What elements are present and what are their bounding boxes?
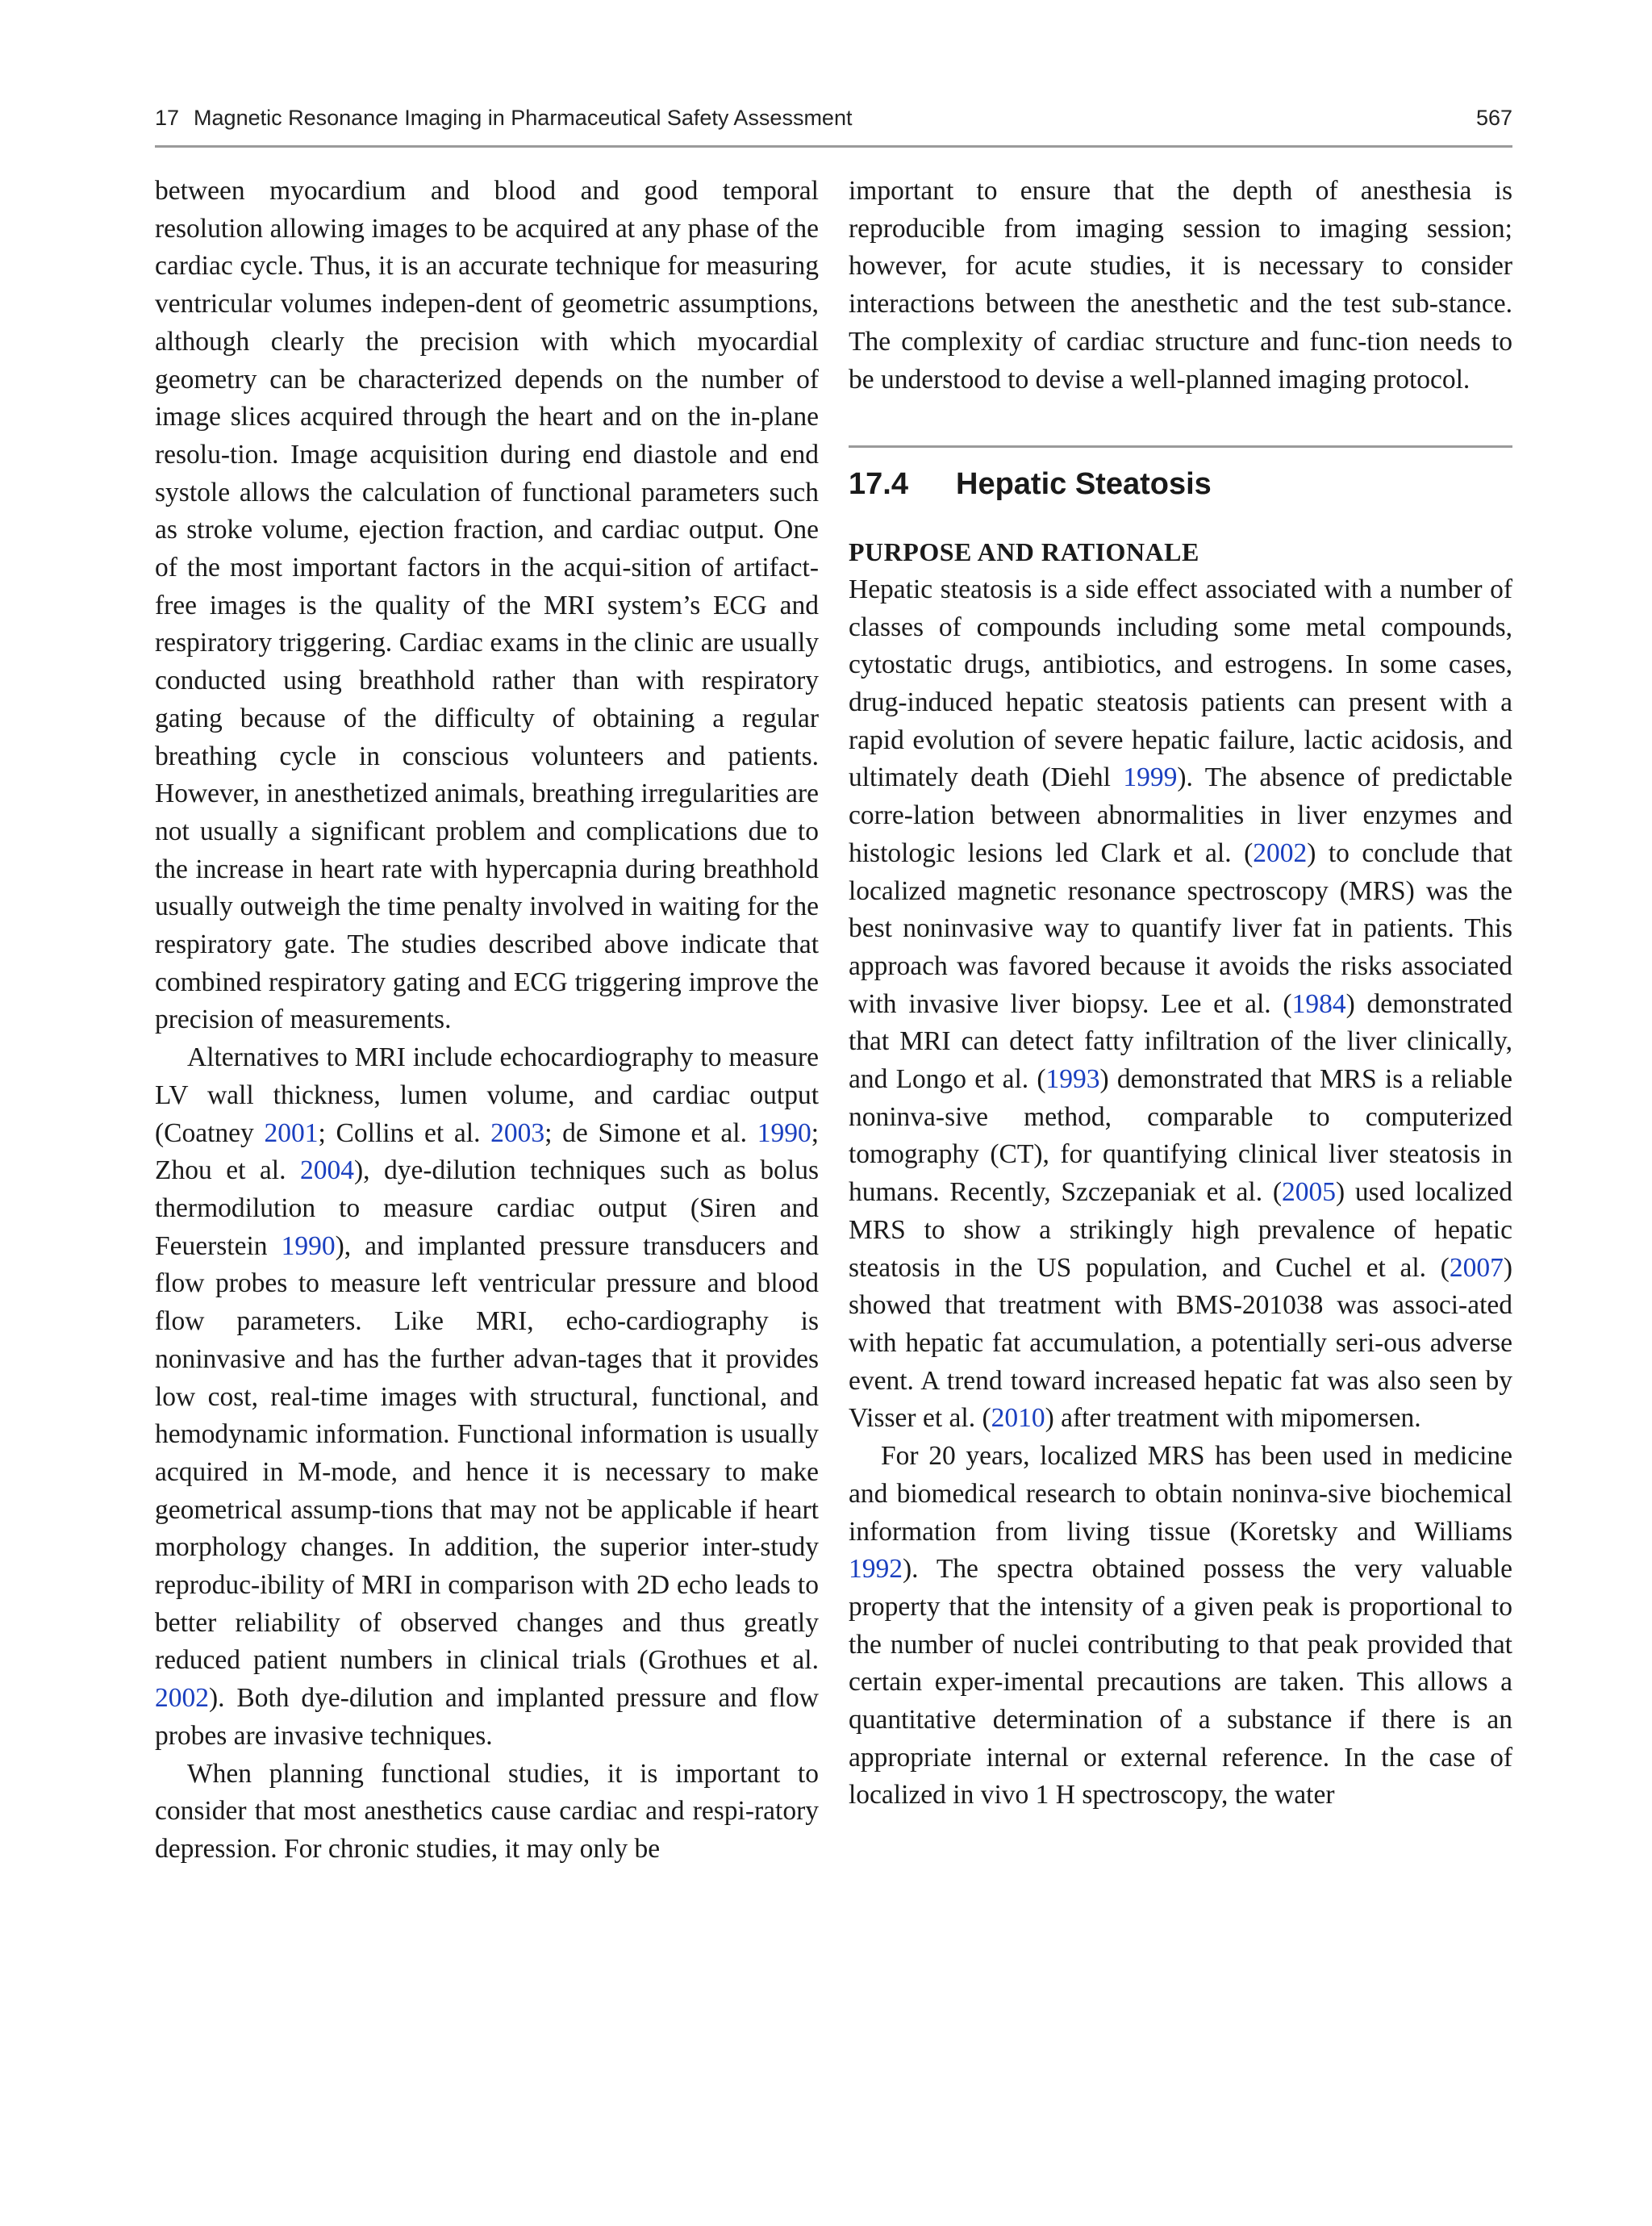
text-run: ), and implanted pressure transducers and flow probes to measure left ventricular pressure and blood flow parameters. Like MRI, echo-cardiography is noninvasive and has the further advan-tages that it provides low cost, real-time images with structural, functional, and hemodynamic information. Functional information is usually acquired in M-mode, and hence it is necessary to make geometrical assump-tions that may not be applicable if heart morphology changes. In addition, the superior inter-study reproduc-ibility of MRI in comparison with 2D echo leads to better reliability of observed changes and thus greatly reduced patient numbers in clinical trials (Grothues et al. (155, 1230, 819, 1676)
paragraph (155, 1039, 819, 1755)
text-run: ; de Simone et al. (544, 1117, 757, 1148)
text-run: ). The absence of predictable corre-lation between abnormalities in liver enzymes and histologic lesions led Clark et al. ( (849, 762, 1512, 868)
citation-link[interactable]: 1984 (1291, 988, 1346, 1019)
citation-link[interactable]: 2005 (1282, 1177, 1336, 1208)
citation-link[interactable]: 1990 (757, 1117, 811, 1148)
citation-link[interactable]: 2002 (155, 1683, 209, 1714)
citation-link[interactable]: 1992 (849, 1554, 903, 1585)
paragraph (849, 571, 1512, 1438)
section-heading (849, 466, 1512, 503)
text-run: For 20 years, localized MRS has been used in medicine and biomedical research to obtain noninva-sive biochemical information from living tissue (Koretsky and Williams (849, 1441, 1512, 1547)
citation-link[interactable]: 2010 (991, 1403, 1045, 1434)
running-head-left (155, 106, 852, 131)
text-run: Alternatives to MRI include echocardiography to measure LV wall thickness, lumen volume, and cardiac output (Coatney (155, 1042, 819, 1148)
text-run: ; Collins et al. (318, 1117, 491, 1148)
page-number: 567 (1475, 106, 1512, 130)
chapter-number: 17 (155, 106, 180, 130)
section-rule (849, 445, 1512, 448)
header-rule (155, 145, 1512, 148)
text-run: ), dye-dilution techniques such as bolus thermodilution to measure cardiac output (Siren and Feuerstein (155, 1155, 819, 1261)
citation-link[interactable]: 1999 (1123, 762, 1178, 793)
running-head (155, 106, 1512, 131)
paragraph: between myocardium and blood and good temporal resolution allowing images to be acquired at any phase of the cardiac cycle. Thus, it is an accurate technique for measuring ventricular volumes indepen-dent of geometric assumptions, although clearly the precision with which myocardial geometry can be characterized depends on the number of image slices acquired through the heart and on the in-plane resolu-tion. Image acquisition during end diastole and end systole allows the calculation of functional parameters such as stroke volume, ejection fraction, and cardiac output. One of the most important factors in the acqui-sition of artifact-free images is the quality of the MRI system’s ECG and respiratory triggering. Cardiac exams in the clinic are usually conducted using breathhold rather than with respiratory gating because of the difficulty of obtaining a regular breathing cycle in conscious volunteers and patients. However, in anesthetized animals, breathing irregularities are not usually a significant problem and complications due to the increase in heart rate with hypercapnia during breathhold usually outweigh the time penalty involved in waiting for the respiratory gate. The studies described above indicate that combined respiratory gating and ECG triggering improve the precision of measurements. (155, 176, 819, 1035)
text-run: ). The spectra obtained possess the very valuable property that the intensity of a given peak is proportional to the number of nuclei contributing to that peak provided that certain exper-imental precautions are taken. This allows a quantitative determination of a substance if there is an appropriate internal or external reference. In the case of localized in vivo 1 H spectroscopy, the water (849, 1554, 1512, 1810)
section-title: Hepatic Steatosis (956, 467, 1212, 502)
citation-link[interactable]: 2004 (299, 1155, 354, 1186)
text-run: ) to conclude that localized magnetic resonance spectroscopy (MRS) was the best noninvasive way to quantify liver fat in patients. This approach was favored because it avoids the risks associated with invasive liver biopsy. Lee et al. ( (849, 837, 1512, 1019)
citation-link[interactable]: 2003 (490, 1117, 545, 1148)
text-run: ) used localized MRS to show a strikingly high prevalence of hepatic steatosis in the US population, and Cuchel et al. ( (849, 1177, 1512, 1283)
paragraph (849, 1438, 1512, 1815)
chapter-title: Magnetic Resonance Imaging in Pharmaceutical Safety Assessment (194, 106, 853, 130)
text-run: ) showed that treatment with BMS-201038 was associ-ated with hepatic fat accumulation, a potentially seri-ous adverse event. A trend toward increased hepatic fat was also seen by Visser et al. ( (849, 1252, 1512, 1434)
paragraph: important to ensure that the depth of anesthesia is reproducible from imaging session to imaging session; however, for acute studies, it is necessary to consider interactions between the anesthetic and the test sub-stance. The complexity of cardiac structure and func-tion needs to be understood to devise a well-planned imaging protocol. (849, 176, 1512, 395)
text-run: Hepatic steatosis is a side effect associated with a number of classes of compounds including some metal compounds, cytostatic drugs, antibiotics, and estrogens. In some cases, drug-induced hepatic steatosis patients can present with a rapid evolution of severe hepatic failure, lactic acidosis, and ultimately death (Diehl (849, 574, 1512, 793)
citation-link[interactable]: 2007 (1449, 1252, 1504, 1283)
citation-link[interactable]: 2002 (1253, 837, 1308, 868)
text-run: ) after treatment with mipomersen. (1045, 1403, 1421, 1434)
paragraph: When planning functional studies, it is important to consider that most anesthetics cause cardiac and respi-ratory depression. For chronic studies, it may only be (155, 1758, 819, 1864)
text-run: ; Zhou et al. (155, 1117, 819, 1186)
right-column (849, 173, 1512, 1815)
subheading: PURPOSE AND RATIONALE (849, 537, 1199, 567)
citation-link[interactable]: 1993 (1045, 1064, 1100, 1095)
text-run: ) demonstrated that MRS is a reliable noninva-sive method, comparable to computerized tomography (CT), for quantifying clinical liver steatosis in humans. Recently, Szczepaniak et al. ( (849, 1064, 1512, 1208)
citation-link[interactable]: 2001 (264, 1117, 319, 1148)
text-run: ). Both dye-dilution and implanted pressure and flow probes are invasive techniques. (155, 1683, 819, 1751)
citation-link[interactable]: 1990 (281, 1230, 336, 1261)
left-column (155, 173, 819, 1869)
text-run: ) demonstrated that MRI can detect fatty infiltration of the liver clinically, and Longo et al. ( (849, 988, 1512, 1095)
section-number: 17.4 (849, 467, 908, 502)
